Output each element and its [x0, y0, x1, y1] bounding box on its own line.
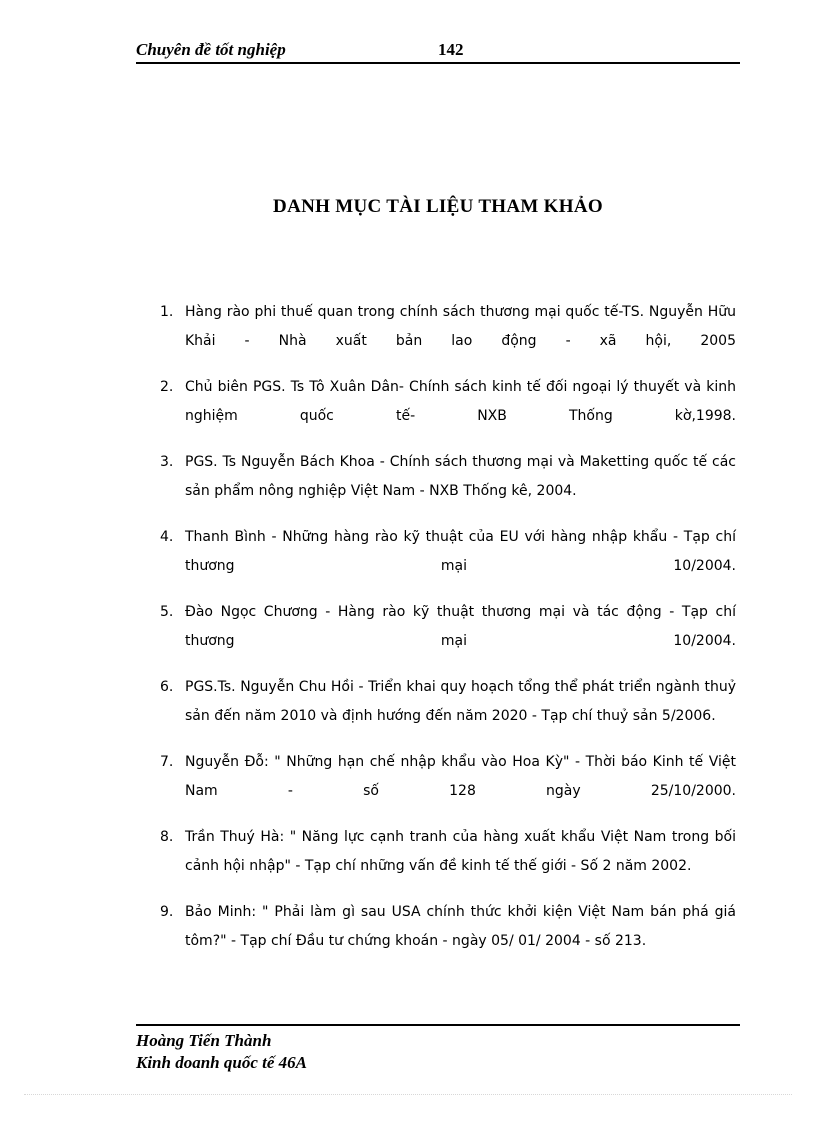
reference-number: 1. — [160, 304, 174, 320]
reference-number: 6. — [160, 679, 174, 695]
reference-item — [160, 523, 736, 581]
footer-author: Hoàng Tiến Thành — [136, 1031, 272, 1050]
footer-divider — [136, 1024, 740, 1026]
page-bottom-dotted-line — [24, 1094, 792, 1095]
reference-text: Trần Thuý Hà: " Năng lực cạnh tranh của hàng xuất khẩu Việt Nam trong bối cảnh hội nhập" - Tạp chí những vấn đề kinh tế thế giới - Số 2 năm 2002. — [185, 829, 736, 874]
reference-item — [160, 823, 736, 881]
reference-list — [160, 298, 736, 973]
reference-item — [160, 448, 736, 506]
reference-text: Chủ biên PGS. Ts Tô Xuân Dân- Chính sách kinh tế đối ngoại lý thuyết và kinh nghiệm quốc tế- NXB Thống kờ,1998. — [185, 379, 736, 424]
reference-text: Bảo Minh: " Phải làm gì sau USA chính thức khởi kiện Việt Nam bán phá giá tôm?" - Tạp chí Đầu tư chứng khoán - ngày 05/ 01/ 2004 - số 213. — [185, 904, 736, 949]
reference-text: Nguyễn Đỗ: " Những hạn chế nhập khẩu vào Hoa Kỳ" - Thời báo Kinh tế Việt Nam - số 128 ngày 25/10/2000. — [185, 754, 736, 799]
footer-class: Kinh doanh quốc tế 46A — [136, 1053, 307, 1072]
reference-number: 2. — [160, 379, 174, 395]
reference-item — [160, 748, 736, 806]
reference-text: Đào Ngọc Chương - Hàng rào kỹ thuật thương mại và tác động - Tạp chí thương mại 10/2004. — [185, 604, 736, 649]
reference-number: 4. — [160, 529, 174, 545]
reference-item — [160, 373, 736, 431]
reference-item — [160, 673, 736, 731]
reference-text: PGS.Ts. Nguyễn Chu Hồi - Triển khai quy hoạch tổng thể phát triển ngành thuỷ sản đến năm 2010 và định hướng đến năm 2020 - Tạp chí thuỷ sản 5/2006. — [185, 679, 736, 724]
page-number: 142 — [438, 40, 464, 59]
reference-number: 8. — [160, 829, 174, 845]
reference-text: Thanh Bình - Những hàng rào kỹ thuật của EU với hàng nhập khẩu - Tạp chí thương mại 10/2004. — [185, 529, 736, 574]
document-title: DANH MỤC TÀI LIỆU THAM KHẢO — [273, 196, 603, 217]
header-title: Chuyên đề tốt nghiệp — [136, 40, 286, 59]
reference-text: Hàng rào phi thuế quan trong chính sách thương mại quốc tế-TS. Nguyễn Hữu Khải - Nhà xuất bản lao động - xã hội, 2005 — [185, 304, 736, 349]
page-footer — [136, 1030, 307, 1074]
reference-item — [160, 898, 736, 956]
reference-number: 5. — [160, 604, 174, 620]
page-header — [136, 38, 740, 64]
reference-text: PGS. Ts Nguyễn Bách Khoa - Chính sách thương mại và Maketting quốc tế các sản phẩm nông nghiệp Việt Nam - NXB Thống kê, 2004. — [185, 454, 736, 499]
reference-number: 9. — [160, 904, 174, 920]
reference-item — [160, 598, 736, 656]
reference-item — [160, 298, 736, 356]
reference-number: 7. — [160, 754, 174, 770]
reference-number: 3. — [160, 454, 174, 470]
